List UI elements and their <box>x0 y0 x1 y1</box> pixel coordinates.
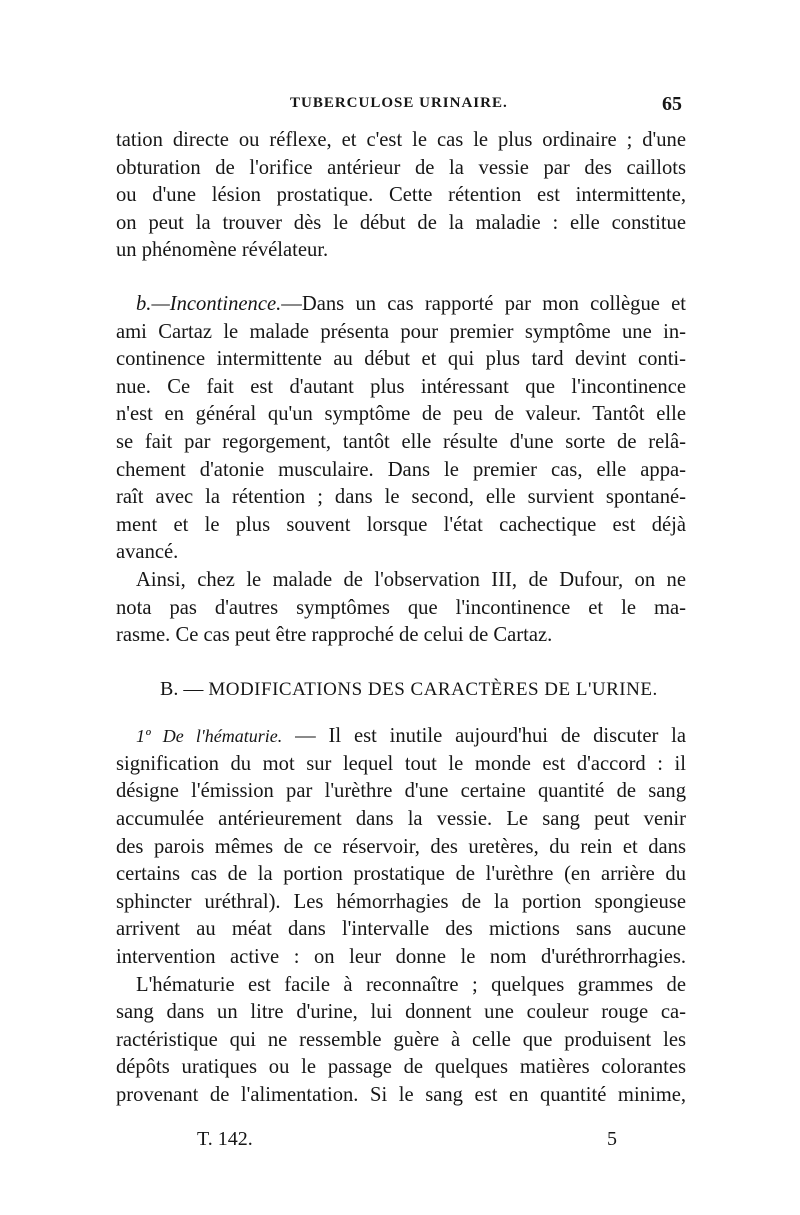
text-line: n'est en général qu'un symptôme de peu de valeur. Tantôt elle <box>116 403 686 426</box>
text-line <box>116 291 686 319</box>
paragraph-gap <box>116 265 686 291</box>
text-line: Ainsi, chez le malade de l'observation III, de Dufour, on ne <box>136 568 686 591</box>
text-line: dépôts uratiques ou le passage de quelques matières colorantes <box>116 1056 686 1079</box>
page-footer <box>197 1128 617 1156</box>
running-head <box>116 95 682 121</box>
text-line: désigne l'émission par l'urèthre d'une certaine quantité de sang <box>116 780 686 803</box>
text-line: chement d'atonie musculaire. Dans le premier cas, elle appa- <box>116 458 686 481</box>
section-heading <box>116 676 686 704</box>
text-line: nue. Ce fait est d'autant plus intéressant que l'incontinence <box>116 375 686 398</box>
text-line: certains cas de la portion prostatique de l'urèthre (en arrière du <box>116 863 686 886</box>
text-line <box>116 723 686 751</box>
section-letter: B. <box>160 677 179 700</box>
volume-number: T. 142. <box>197 1128 253 1150</box>
text-line: continence intermittente au début et qui plus tard devint conti- <box>116 348 686 371</box>
text-line: raît avec la rétention ; dans le second, elle survient spontané- <box>116 486 686 509</box>
text-line: rasme. Ce cas peut être rapproché de celui de Cartaz. <box>116 624 553 647</box>
text-line: signification du mot sur lequel tout le monde est d'accord : il <box>116 752 686 775</box>
text-line: obturation de l'orifice antérieur de la vessie par des caillots <box>116 156 686 179</box>
text-line: avancé. <box>116 541 179 564</box>
text-line: ractéristique qui ne ressemble guère à celle que produisent les <box>116 1028 686 1051</box>
text-line: ami Cartaz le malade présenta pour premier symptôme une in- <box>116 320 686 343</box>
section-dash: — <box>183 677 204 700</box>
hematurie-label: 1º De l'hématurie. <box>136 726 283 747</box>
text-line: provenant de l'alimentation. Si le sang est en quantité minime, <box>116 1084 686 1106</box>
text-segment: — Il est inutile aujourd'hui de discuter la <box>282 725 687 748</box>
section-title: MODIFICATIONS DES CARACTÈRES DE L'URINE. <box>208 678 658 700</box>
text-line: accumulée antérieurement dans la vessie. Le sang peut venir <box>116 808 686 831</box>
text-line: des parois mêmes de ce réservoir, des uretères, du rein et dans <box>116 835 686 858</box>
signature-mark: 5 <box>607 1128 617 1150</box>
text-line: tation directe ou réflexe, et c'est le cas le plus ordinaire ; d'une <box>116 129 686 151</box>
body-text <box>116 127 686 1110</box>
section-gap <box>116 703 686 723</box>
running-head-title: TUBERCULOSE URINAIRE. <box>290 95 508 111</box>
text-segment: —Dans un cas rapporté par mon collègue et <box>281 292 686 315</box>
text-line: on peut la trouver dès le début de la maladie : elle constitue <box>116 211 686 234</box>
text-line: L'hématurie est facile à reconnaître ; quelques grammes de <box>136 973 686 996</box>
page-number: 65 <box>662 93 682 115</box>
text-line: arrivent au méat dans l'intervalle des mictions sans aucune <box>116 918 686 941</box>
text-line: un phénomène révélateur. <box>116 239 329 262</box>
text-line: sang dans un litre d'urine, lui donnent une couleur rouge ca- <box>116 1001 686 1024</box>
incontinence-label: b.—Incontinence. <box>136 292 282 315</box>
text-line: nota pas d'autres symptômes que l'incontinence et le ma- <box>116 596 686 619</box>
text-line: ou d'une lésion prostatique. Cette rétention est intermittente, <box>116 184 686 207</box>
section-gap <box>116 650 686 676</box>
text-line: intervention active : on leur donne le nom d'uréthrorrhagies. <box>116 946 686 969</box>
text-line: sphincter uréthral). Les hémorrhagies de la portion spongieuse <box>116 890 686 913</box>
text-line: ment et le plus souvent lorsque l'état cachectique est déjà <box>116 513 686 536</box>
text-line: se fait par regorgement, tantôt elle résulte d'une sorte de relâ- <box>116 430 686 453</box>
